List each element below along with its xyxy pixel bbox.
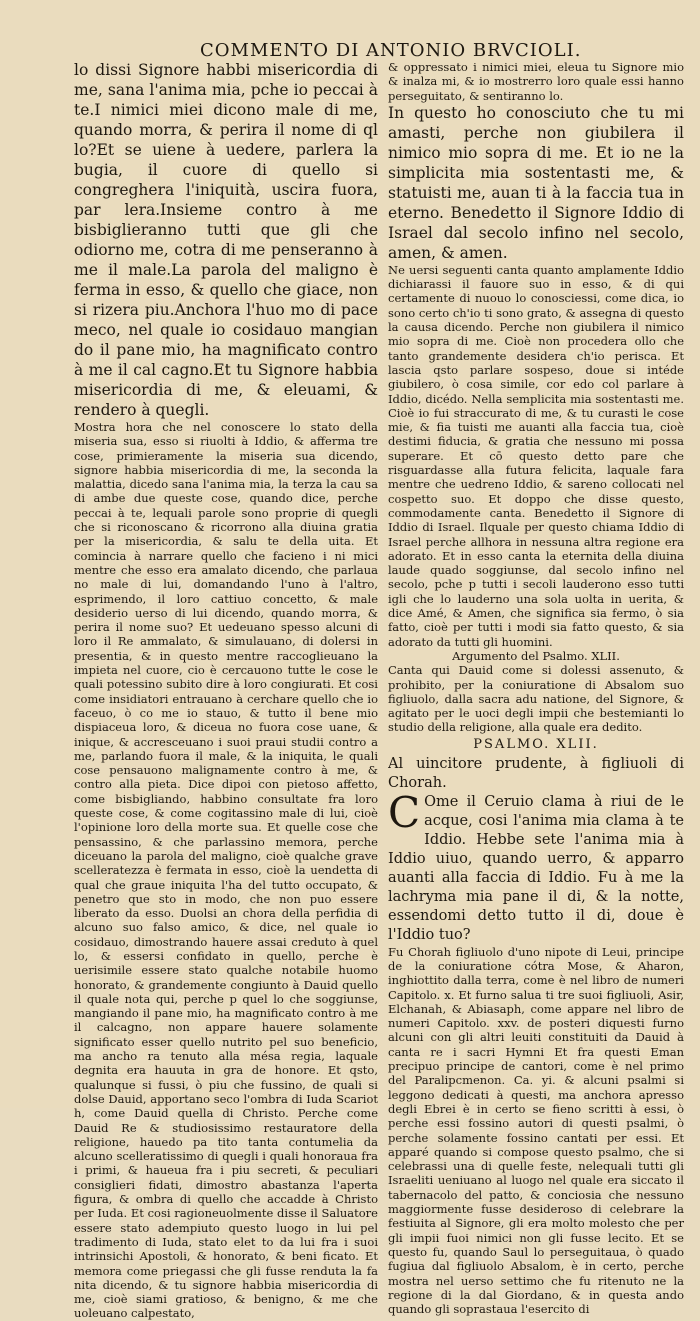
right-verse-paragraph: In questo ho conosciuto che tu mi amasti, perche non giubilera il nimico mio sopra di me. Et io ne la simplicita mia sostentasti me, & statuisti me, auan ti à la faccia tua in eterno. Benedetto il Signore Iddio di Israel dal secolo infino nel secolo, amen, & amen. <box>388 103 684 262</box>
right-intro-paragraph: & oppressato i nimici miei, eleua tu Signore mio & inalza mi, & io mostrerro loro quale essi hanno perseguitato, & sentiranno lo. <box>388 60 684 103</box>
argument-text: Canta qui Dauid come si dolessi assenuto, & prohibito, per la coniuratione di Absalom suo figliuolo, dalla sacra adu natione, del Signore, & agitato per le uoci degli impii che bestemianti lo studio della religione, alla quale era dedito. <box>388 663 684 735</box>
psalm-text-block <box>388 787 684 945</box>
left-column <box>74 60 378 1321</box>
argument-heading <box>388 649 684 663</box>
left-commentary-paragraph: Mostra hora che nel conoscere lo stato della miseria sua, esso si riuolti à Iddio, & afferma tre cose, primieramente la miseria sua dicendo, signore habbia misericordia di me, la seconda la malattia, dicedo sana l'anima mia, la terza la cau sa di ambe due queste cose, quando dice, perche peccai à te, lequali parole sono proprie di quegli che si riconoscano & ricorrono alla diuina gratia per la misericordia, & salu te della uita. Et comincia à narrare quello che facieno i ni mici mentre che esso era amalato dicendo, che parlaua no male di lui, domandando l'uno à l'altro, esprimendo, il loro cattiuo concetto, & male desiderio uerso di lui dicendo, quando morra, & perira il nome suo? Et uedeuano spesso alcuni di loro il Re ammalato, & simulauano, di dolersi in presentia, & in questo mentre raccoglieuano la impieta nel cuore, cio è cercauono tutte le cose le quali potessino subito dire à loro congiurati. Et cosi come insidiatori entrauano à cerchare quello che io faceuo, ò co me io stauo, & tutto il bene mio dispiaceua loro, & diceua no fuora cose uane, & inique, & accresceuano i suoi praui studii contro a me, parlando fuora il male, & la iniquita, le quali cose pensauono malignamente contro à me, & contro alla pieta. Dice dipoi con pietoso affetto, come bisbigliando, habbino consultate fra loro queste cose, & come cogitassino male di lui, cioè l'opinione loro della morte sua. Et quelle cose che pensassino, & che parlassino memora, perche diceuano la parola del maligno, cioè qualche grave scelleratezza è fermata in esso, cioè la uendetta di qual che graue iniquita l'ha del tutto occupato, & penetro que sto in modo, che non puo essere liberato da esso. Duolsi an chora della perfidia di alcuno suo falso amico, & dice, nel quale io cosidauo, dimostrando hauere assai creduto à quel lo, & essersi confidato in quello, perche è uerisimile essere stato qualche notabile huomo honorato, & grandemente congiunto à Dauid quello il quale nota qui, perche p quel lo che soggiunse, mangiando il pane mio, ha magnificato contro à me il calcagno, non appare hauere solamente significato esser quello nutrito pel suo beneficio, ma ancho ra tenuto alla mésa regia, laquale degnita era hauuta in gra de honore. Et qsto, qualunque si fussi, ò piu che fussino, de quali si dolse Dauid, apportano seco l'ombra di Iuda Scariot h, come Dauid quella di Christo. Perche come Dauid Re & studiosissimo restauratore della religione, hauedo pa tito tanta contumelia da alcuno scelleratissimo di quegli i quali honoraua fra i primi, & haueua fra i piu secreti, & peculiari consiglieri fidati, dimostro abastanza l'aperta figura, & ombra di quello che accadde à Christo per Iuda. Et cosi ragioneuolmente disse il Saluatore essere stato adempiuto questo luogo in lui pel tradimento di Iuda, stato elet to da lui fra i suoi intrinsichi Apostoli, & honorato, & beni ficato. Et memora come priegassi che gli fusse renduta la fa nita dicendo, & tu signore habbia misericordia di me, cioè siami gratioso, & benigno, & me che uoleuano calpestato, <box>74 420 378 1321</box>
psalm-heading: PSALMO. XLII. <box>473 736 599 752</box>
right-column <box>388 60 684 1316</box>
right-commentary-paragraph: Ne uersi seguenti canta quanto amplamente Iddio dichiarassi il fauore suo in esso, & di qui certamente di nuouo lo conosciessi, come dica, io sono certo ch'io ti sono grato, & assegna di questo la causa dicendo. Perche non giubilera il nimico mio sopra di me. Cioè non procedera ollo che tanto grandemente desidera ch'io perisca. Et lascia qsto parlare sospeso, doue si intéde giubilero, ò cosa simile, cor edo col parlare à Iddio, dicédo. Nella semplicita mia sostentasti me. Cioè io fui straccurato di me, & tu curasti le cose mie, & fia tuisti me auanti alla faccia tua, cioè destimi fiducia, & gratia che nessuno mi possa superare. Et cō questo detto pare che risguardasse alla futura felicita, laquale fara mentre che uedreno Iddio, & sareno collocati nel cospetto suo. Et doppo che disse questo, commodamente canta. Benedetto il Signore di Iddio di Israel. Ilquale per questo chiama Iddio di Israel perche allhora in nessuna altra regione era adorato. Et in esso canta la eternita della diuina laude quado soggiunse, dal secolo infino nel secolo, pche p tutti i secoli lauderono esso tutti igli che lo lauderno una sola uolta in uerita, & dice Amé, & Amen, che significa sia fermo, ò sia fatto, cioè per tutti i modi sia fatto questo, & sia adorato da tutti gli huomini. <box>388 262 684 649</box>
running-head: COMMENTO DI ANTONIO BRVCIOLI. <box>200 40 582 61</box>
argument-number: XLII. <box>591 648 620 663</box>
right-note-paragraph: Fu Chorah figliuolo d'uno nipote di Leui, principe de la coniuratione cótra Mose, & Aharon, inghiottito dalla terra, come è nel libro de numeri Capitolo. x. Et furno salua ti tre suoi figliuoli, Asir, Elchanah, & Abiasaph, come appare nel libro de numeri Capitolo. xxv. de posteri diquesti furno alcuni con gli altri leuiti constituiti da Dauid à canta re i sacri Hymni Et fra questi Eman precipuo principe de cantori, come è nel primo del Paralipcmenon. Ca. yi. & alcuni psalmi si leggono dedicati à questi, ma anchora apresso degli Ebrei è in certo se fieno scritti à essi, ò perche essi fossino autori di questi psalmi, ò perche solamente fossino cantati per essi. Et apparé quando si compose questo psalmo, che si celebrassi una di quelle feste, nelequali tutti gli Israeliti ueniuano al luogo nel quale era siccato il tabernacolo del patto, & conciosia che nessuno maggiormente fusse desideroso di celebrare la festiuita al Signore, gli era molto molesto che per gli impii fuoi nimici non gli fusse lecito. Et se questo fu, quando Saul lo perseguitaua, ò quado fugiua dal figliuolo Absalom, è in certo, perche mostra nel uerso settimo che fu ritenuto ne la regione di la dal Giordano, & in questa ando quando gli soprastaua l'esercito di <box>388 944 684 1317</box>
psalm-dedication: Al uincitore prudente, à figliuoli di Chorah. <box>388 755 684 791</box>
left-verse-paragraph: lo dissi Signore habbi misericordia di me, sana l'anima mia, pche io peccai à te.I nimici miei dicono male di me, quando morra, & perira il nome di ql lo?Et se uiene à uedere, parlera la bugia, il cuore di quello si congreghera l'iniquità, uscira fuora, par lera.Insieme contro à me bisbiglieranno tutti que gli che odiorno me, cotra di me penseranno à me il male.La parola del maligno è ferma in esso, & quello che giace, non si rizera piu.Anchora l'huo mo di pace meco, nel quale io cosidauo mangian do il pane mio, ha magnificato contro à me il cal cagno.Et tu Signore habbia misericordia di me, & eleuami, & rendero à quegli. <box>74 61 378 419</box>
drop-cap: C <box>388 787 421 837</box>
psalm-text: Ome il Ceruio clama à riui de le acque, cosi l'anima mia clama à te Iddio. Hebbe sete l'anima mia à Iddio uiuo, quando uerro, & apparro auanti alla faccia di Iddio. Fu à me la lachryma mia pane il di, & la notte, essendomi detto tutto il di, doue è l'Iddio tuo? <box>388 793 684 943</box>
argument-label: Argumento del Psalmo. <box>452 648 588 663</box>
